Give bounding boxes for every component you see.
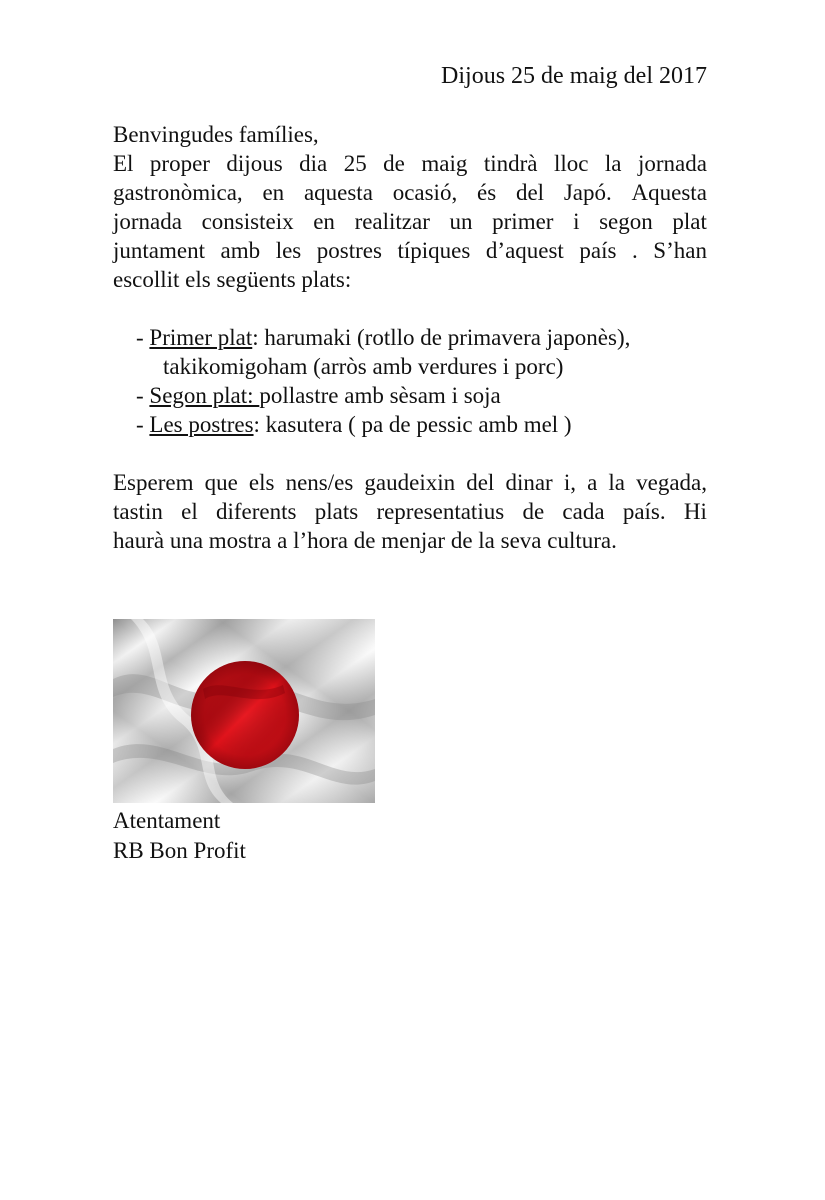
- intro-word: ocasió,: [392, 180, 458, 205]
- intro-word: 25: [343, 151, 367, 176]
- closing-line: [113, 468, 707, 497]
- closing-word: tastin: [113, 499, 163, 524]
- intro-line: [113, 178, 707, 207]
- intro-word: lloc: [553, 151, 589, 176]
- list-item-primer-cont: takikomigoham (arròs amb verdures i porc): [163, 354, 564, 379]
- closing-last-line: haurà una mostra a l’hora de menjar de la seva cultura.: [113, 528, 617, 553]
- intro-word: en: [313, 209, 335, 234]
- segon-plat-text: pollastre amb sèsam i soja: [259, 383, 501, 408]
- intro-word: és: [476, 180, 497, 205]
- postres-text: : kasutera ( pa de pessic amb mel ): [253, 412, 572, 437]
- closing-word: Hi: [683, 499, 707, 524]
- intro-word: El: [113, 151, 134, 176]
- list-item-primer: [113, 323, 707, 352]
- closing-word: que: [204, 470, 238, 495]
- intro-word: juntament: [113, 238, 205, 263]
- closing-word: nens/es: [285, 470, 354, 495]
- signature-closing: Atentament: [113, 808, 221, 833]
- closing-paragraph: [113, 468, 707, 555]
- intro-word: S’han: [653, 238, 707, 263]
- closing-word: vegada,: [636, 470, 707, 495]
- segon-plat-label: Segon plat:: [149, 383, 260, 408]
- closing-justified-lines: [113, 468, 707, 526]
- closing-word: del: [466, 470, 495, 495]
- closing-word: a: [587, 470, 598, 495]
- closing-word: Esperem: [113, 470, 194, 495]
- letter-date: Dijous 25 de maig del 2017: [441, 63, 707, 89]
- intro-word: .: [631, 238, 638, 263]
- closing-word: diferents: [215, 499, 297, 524]
- list-dash: -: [136, 325, 150, 350]
- intro-word: dijous: [226, 151, 283, 176]
- closing-word: cada: [562, 499, 605, 524]
- intro-word: la: [604, 151, 622, 176]
- intro-word: les: [275, 238, 302, 263]
- intro-word: un: [449, 209, 473, 234]
- closing-line: [113, 497, 707, 526]
- intro-paragraph: [113, 149, 707, 265]
- intro-line: [113, 207, 707, 236]
- intro-word: maig: [421, 151, 468, 176]
- letter-body: [113, 120, 707, 555]
- closing-word: i,: [563, 470, 576, 495]
- intro-word: jornada: [113, 209, 182, 234]
- intro-word: del: [515, 180, 545, 205]
- closing-word: dinar: [505, 470, 553, 495]
- intro-word: i: [573, 209, 580, 234]
- closing-word: la: [608, 470, 625, 495]
- intro-last-line: escollit els següents plats:: [113, 267, 352, 292]
- intro-word: dia: [299, 151, 328, 176]
- intro-word: postres: [316, 238, 382, 263]
- list-item-postres: [113, 410, 707, 439]
- intro-word: gastronòmica,: [113, 180, 243, 205]
- closing-word: gaudeixin: [364, 470, 456, 495]
- list-dash: -: [136, 383, 150, 408]
- intro-word: Japó.: [563, 180, 612, 205]
- intro-word: primer: [492, 209, 554, 234]
- intro-word: típiques: [397, 238, 471, 263]
- intro-word: amb: [220, 238, 261, 263]
- closing-word: país.: [622, 499, 666, 524]
- intro-word: país: [579, 238, 617, 263]
- intro-word: consisteix: [201, 209, 294, 234]
- closing-word: els: [248, 470, 275, 495]
- intro-word: segon: [599, 209, 653, 234]
- closing-word: plats: [314, 499, 359, 524]
- closing-word: el: [181, 499, 198, 524]
- intro-line: [113, 149, 707, 178]
- greeting: Benvingudes famílies,: [113, 122, 319, 147]
- intro-word: plat: [672, 209, 707, 234]
- list-item-segon: [113, 381, 707, 410]
- japan-flag-image: [113, 619, 375, 803]
- primer-plat-text: : harumaki (rotllo de primavera japonès),: [252, 325, 631, 350]
- signature-block: [113, 806, 246, 866]
- menu-list: [113, 323, 707, 439]
- list-dash: -: [136, 412, 150, 437]
- intro-word: jornada: [638, 151, 707, 176]
- intro-word: proper: [149, 151, 210, 176]
- primer-plat-label: Primer plat: [149, 325, 253, 350]
- intro-word: d’aquest: [485, 238, 564, 263]
- postres-label: Les postres: [149, 412, 254, 437]
- closing-word: representatius: [376, 499, 505, 524]
- intro-word: Aquesta: [631, 180, 707, 205]
- intro-line: [113, 236, 707, 265]
- intro-word: realitzar: [354, 209, 430, 234]
- intro-word: aquesta: [303, 180, 373, 205]
- closing-word: de: [522, 499, 545, 524]
- intro-word: tindrà: [483, 151, 538, 176]
- flag-svg: [113, 619, 375, 803]
- signature-name: RB Bon Profit: [113, 838, 246, 863]
- intro-word: en: [262, 180, 285, 205]
- intro-word: de: [383, 151, 405, 176]
